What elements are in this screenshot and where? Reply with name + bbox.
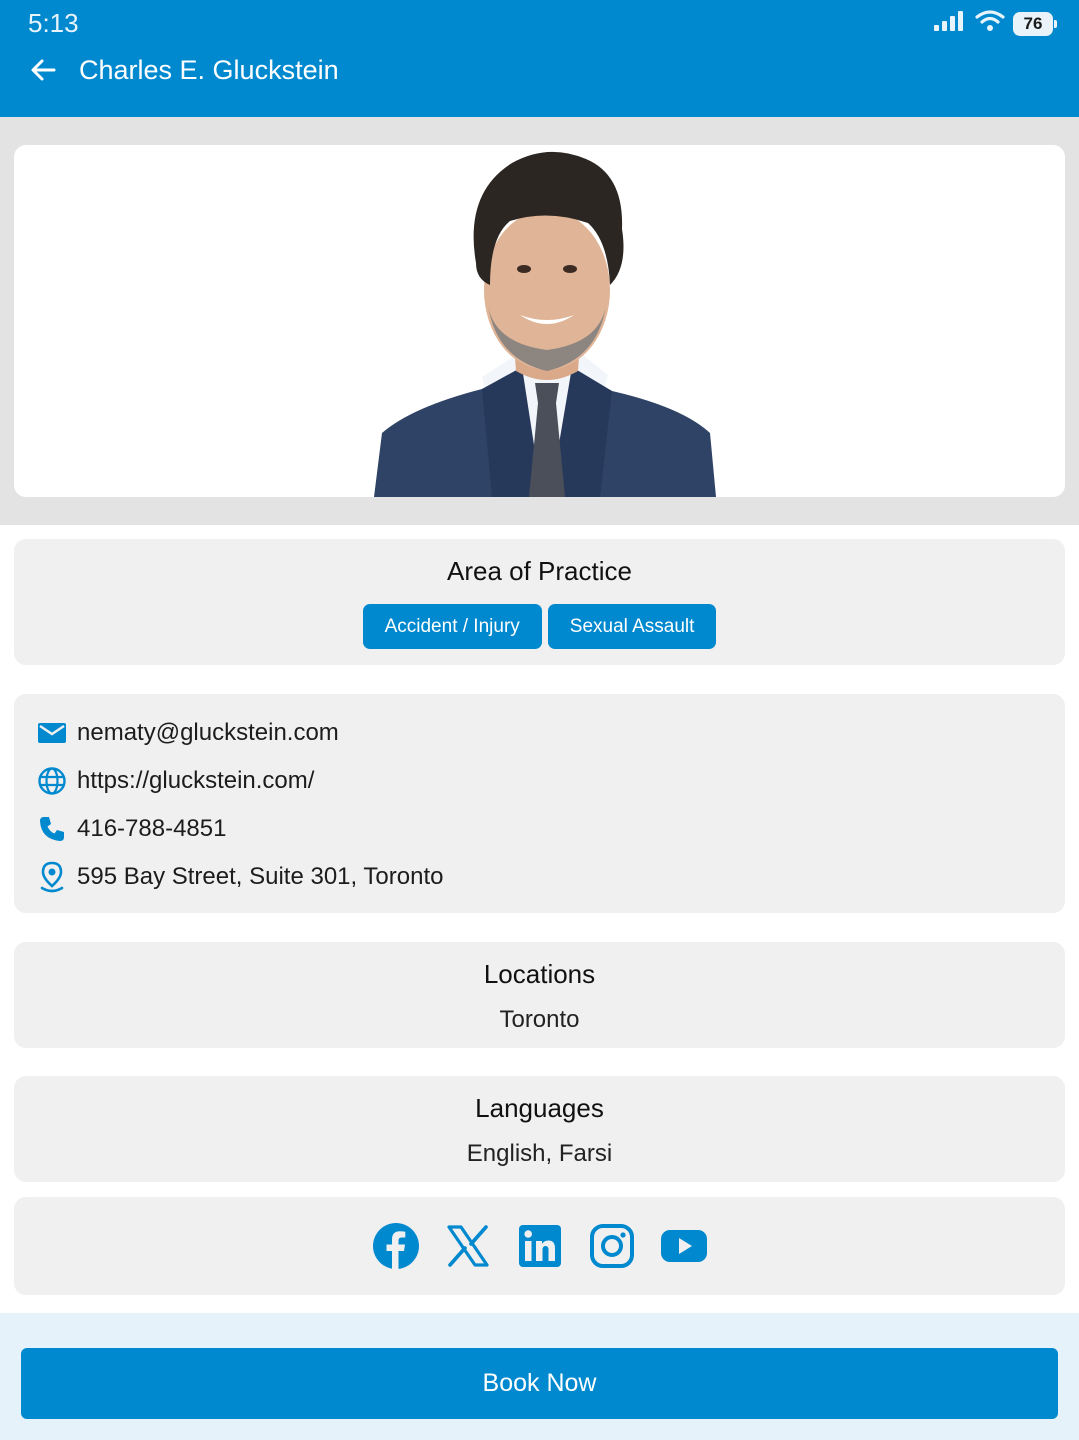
globe-icon [36,765,68,797]
status-time: 5:13 [28,8,79,38]
book-now-button[interactable]: Book Now [21,1348,1058,1419]
address-text: 595 Bay Street, Suite 301, Toronto [77,863,444,890]
contact-card [14,694,1065,913]
languages-value: English, Farsi [466,1140,613,1167]
back-button[interactable] [26,54,60,90]
address-row[interactable] [36,860,443,894]
social-links [14,1222,1065,1270]
linkedin-icon[interactable] [516,1222,564,1270]
languages-title: Languages [475,1093,604,1123]
website-row[interactable] [36,764,314,798]
app-bar [0,0,1079,117]
phone-row[interactable] [36,812,226,846]
youtube-icon[interactable] [660,1222,708,1270]
location-pin-icon [36,861,68,893]
facebook-icon[interactable] [372,1222,420,1270]
practice-card [14,539,1065,665]
locations-card [14,942,1065,1048]
locations-title: Locations [483,959,596,989]
profile-photo [372,145,716,497]
website-text: https://gluckstein.com/ [77,767,315,794]
arrow-left-icon [30,58,56,87]
photo-section [0,117,1079,525]
battery-indicator: 76 [1013,12,1053,36]
practice-title: Area of Practice [447,556,632,586]
practice-tag-accident-injury[interactable]: Accident / Injury [363,604,542,649]
instagram-icon[interactable] [588,1222,636,1270]
status-icons [933,10,1053,37]
social-links-card [14,1197,1065,1295]
page-title: Charles E. Gluckstein [79,55,339,85]
wifi-icon [975,10,1005,37]
phone-icon [36,813,68,845]
email-text: nematy@gluckstein.com [77,719,339,746]
signal-icon [933,10,967,37]
practice-tag-sexual-assault[interactable]: Sexual Assault [548,604,717,649]
x-icon[interactable] [444,1222,492,1270]
email-icon [36,717,68,749]
footer [0,1313,1079,1440]
phone-text: 416-788-4851 [77,815,227,842]
locations-value: Toronto [499,1006,580,1033]
email-row[interactable] [36,716,339,750]
photo-card [14,145,1065,497]
practice-tags [14,604,1065,649]
languages-card [14,1076,1065,1182]
